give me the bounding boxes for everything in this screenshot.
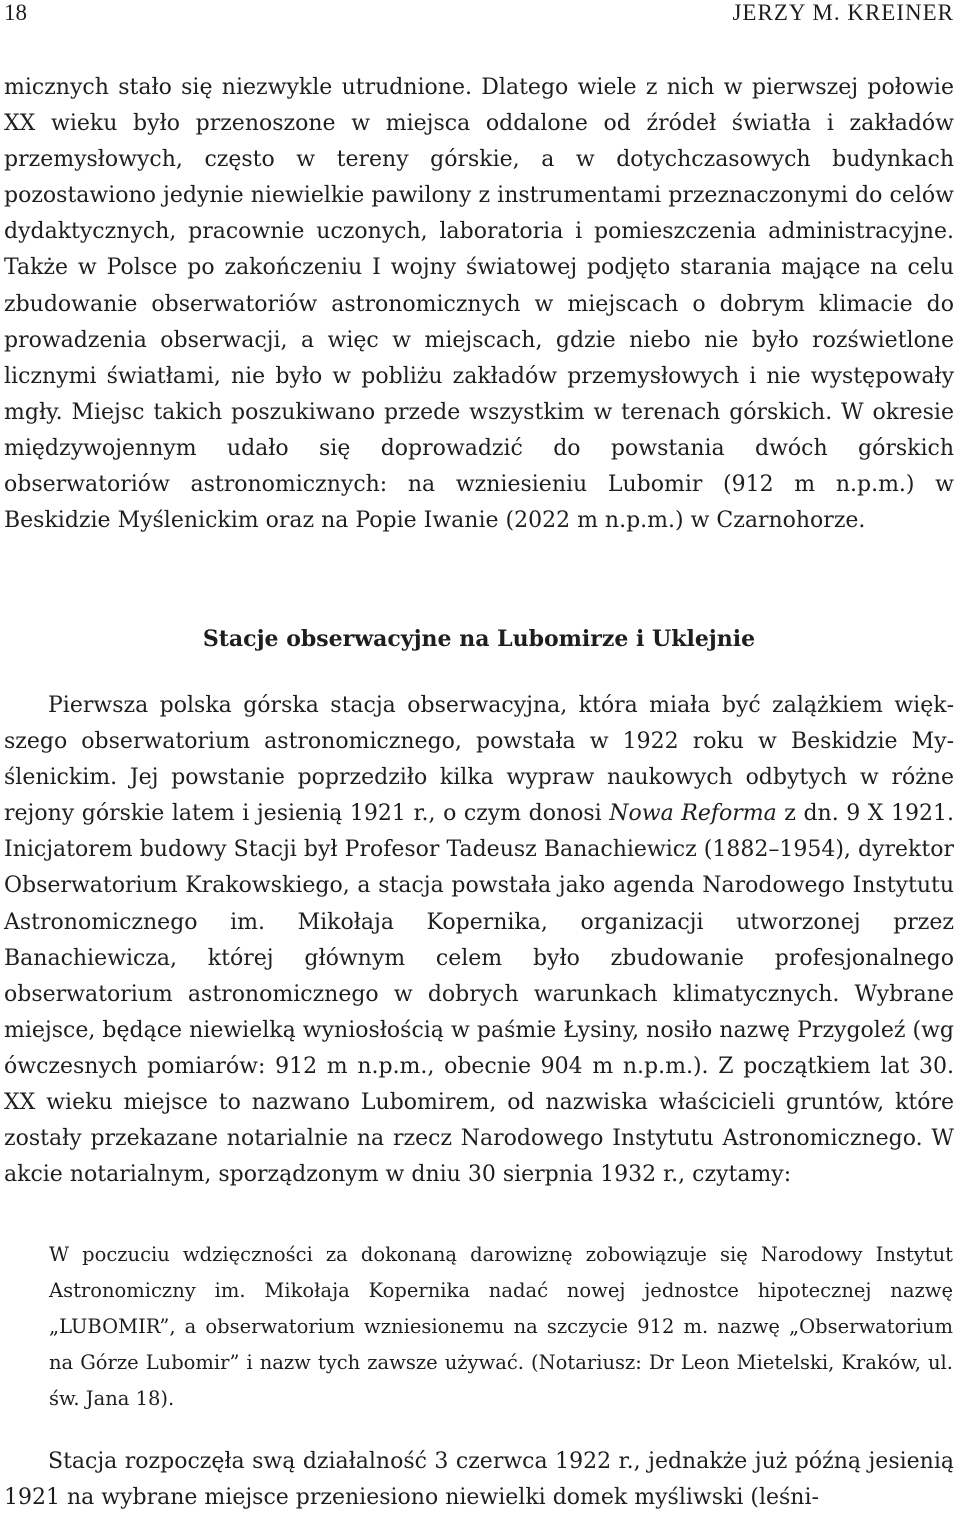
- page-number: 18: [4, 0, 27, 25]
- paragraph-1: micznych stało się niezwykle utrudnione. Dlatego wiele z nich w pierwszej połowie XX wieku było przenoszone w miejsca oddalone od źródeł światła i zakładów przemysłowych, często w tereny górskie, a w dotychczasowych budynkach pozostawiono jedynie niewielkie pawilony z instrumentami przeznaczonymi do celów dydaktycznych, pracownie uczonych, laboratoria i pomieszczenia administracyjne. Także w Polsce po zakończeniu I wojny światowej podjęto starania mające na celu zbudowanie obserwatoriów astronomicznych w miejscach o dobrym klimacie do prowadzenia obserwacji, a więc w miejscach, gdzie niebo nie było rozświetlone licznymi światłami, nie było w pobliżu zakładów przemysłowych i nie występowały mgły. Miejsc takich poszukiwano przede wszystkim w terenach górskich. W okresie międzywojennym udało się doprowadzić do powstania dwóch górskich obserwatoriów astronomicznych: na wzniesieniu Lubomir (912 m n.p.m.) w Beskidzie Myślenickim oraz na Popie Iwanie (2022 m n.p.m.) w Czarnohorze.: [4, 75, 954, 534]
- section-heading: Stacje obserwacyjne na Lubomirze i Uklejnie: [202, 626, 756, 652]
- paragraph-3: [4, 1444, 954, 1516]
- paragraph-2-text-a: Pierwsza polska górska stacja obserwacyjna, która miała być zalążkiem większego obserwatorium astronomicznego, powstała w 1922 roku w Beskidzie Myślenickim. Jej powstanie poprzedziło kilka wypraw naukowych odbytych w różne rejony górskie latem i jesienią 1921 r., o czym donosi: [4, 693, 954, 827]
- running-head: [4, 0, 954, 30]
- block-quote: W poczuciu wdzięczności za dokonaną darowiznę zobowiązuje się Narodowy Instytut Astronomiczny im. Mikołaja Kopernika nadać nowej jednostce hipotecznej nazwę „LUBOMIR”, a obserwatorium wzniesionemu na szczycie 912 m. nazwę „Obserwatorium na Górze Lubomir” i nazw tych zawsze używać. (Notariusz: Dr Leon Mietelski, Kraków, ul. św. Jana 18).: [49, 1243, 953, 1410]
- paragraph-3-text: Stacja rozpoczęła swą działalność 3 czerwca 1922 r., jednakże już późną jesienią 1921 na wybrane miejsce przeniesiono niewielki domek myśliwski (leśni-: [4, 1449, 954, 1510]
- running-author: JERZY M. KREINER: [732, 0, 954, 25]
- newspaper-title: Nowa Reforma: [609, 801, 777, 827]
- paragraph-2-text-b: z dn. 9 X 1921. Inicjatorem budowy Stacji był Profesor Tadeusz Banachiewicz (1882–1954), dyrektor Obserwatorium Krakowskiego, a stacja powstała jako agenda Narodowego Instytutu Astronomicznego im. Mikołaja Kopernika, organizacji utworzonej przez Banachiewicza, której głównym celem było zbudowanie profesjonalnego obserwatorium astronomicznego w dobrych warunkach klimatycznych. Wybrane miejsce, będące niewielką wyniosłością w paśmie Łysiny, nosiło nazwę Przygoleź (wg ówczesnych pomiarów: 912 m n.p.m., obecnie 904 m n.p.m.). Z początkiem lat 30. XX wieku miejsce to nazwano Lubomirem, od nazwiska właścicieli gruntów, które zostały przekazane notarialnie na rzecz Narodowego Instytutu Astronomicznego. W akcie notarialnym, sporządzonym w dniu 30 sierpnia 1932 r., czytamy:: [4, 801, 954, 1188]
- paragraph-2: [4, 688, 954, 1193]
